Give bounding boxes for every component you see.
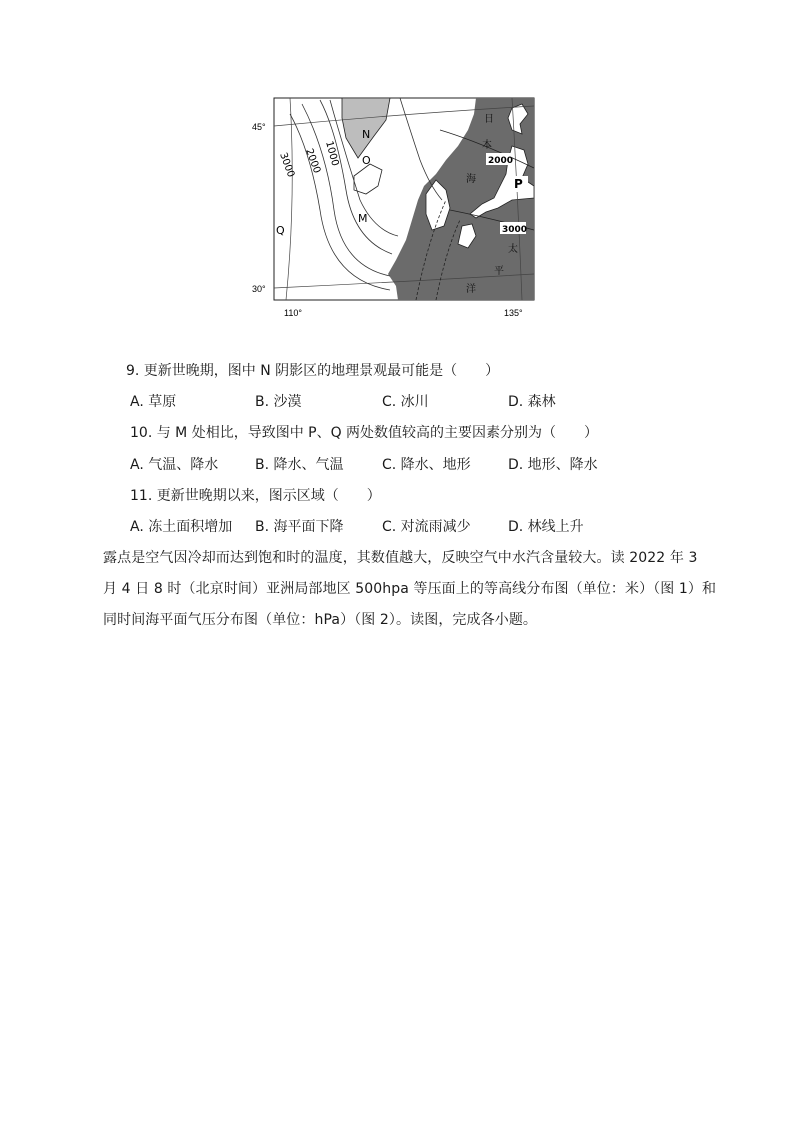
question-9-option-d: D. 森林 <box>508 394 556 410</box>
point-label-Q: Q <box>276 224 285 237</box>
question-10-option-c: C. 降水、地形 <box>382 457 471 473</box>
lon-label-110: 110° <box>284 308 302 318</box>
sea-label-tai: 太 <box>508 244 518 255</box>
sea-label-ri: 日 <box>484 114 494 125</box>
contour-map <box>250 90 540 325</box>
lat-label-45: 45° <box>252 122 266 132</box>
passage-line-3: 同时间海平面气压分布图（单位：hPa）（图 2）。读图，完成各小题。 <box>103 612 538 628</box>
question-11-stem: 11. 更新世晚期以来，图示区域（ ） <box>130 488 381 504</box>
lon-label-135: 135° <box>504 308 523 318</box>
question-11-option-d: D. 林线上升 <box>508 519 584 535</box>
question-10-option-b: B. 降水、气温 <box>255 457 344 473</box>
question-11-option-b: B. 海平面下降 <box>255 519 344 535</box>
point-label-N: N <box>362 128 371 141</box>
point-label-M: M <box>358 212 368 225</box>
sea-label-ping: 平 <box>494 266 504 277</box>
sea-label-yang: 洋 <box>466 284 476 295</box>
question-11-option-a: A. 冻土面积增加 <box>130 519 233 535</box>
contour-label-2000-sea: 2000 <box>488 156 514 166</box>
point-label-P: P <box>514 177 523 191</box>
question-10-option-d: D. 地形、降水 <box>508 457 598 473</box>
contour-label-3000-left: 3000 <box>277 151 297 179</box>
question-10-option-a: A. 气温、降水 <box>130 457 219 473</box>
sea-label-hai: 海 <box>466 174 476 185</box>
point-label-O: O <box>362 154 371 167</box>
passage-line-1: 露点是空气因冷却而达到饱和时的温度，其数值越大，反映空气中水汽含量较大。读 2022 年 3 <box>103 550 698 566</box>
contour-label-2000-left: 2000 <box>303 147 323 175</box>
question-9-option-b: B. 沙漠 <box>255 394 302 410</box>
contour-label-1000: 1000 <box>323 139 341 168</box>
lat-label-30: 30° <box>252 284 266 294</box>
sea-label-ben: 本 <box>482 140 492 151</box>
contour-label-3000-sea: 3000 <box>502 225 528 235</box>
question-9-option-a: A. 草原 <box>130 394 177 410</box>
question-11-option-c: C. 对流雨减少 <box>382 519 471 535</box>
question-9-option-c: C. 冰川 <box>382 394 429 410</box>
question-10-stem: 10. 与 M 处相比，导致图中 P、Q 两处数值较高的主要因素分别为（ ） <box>130 425 599 441</box>
question-9-stem: 9. 更新世晚期，图中 N 阴影区的地理景观最可能是（ ） <box>126 363 500 379</box>
passage-line-2: 月 4 日 8 时（北京时间）亚洲局部地区 500hpa 等压面上的等高线分布图（单位：米）（图 1）和 <box>103 581 717 597</box>
